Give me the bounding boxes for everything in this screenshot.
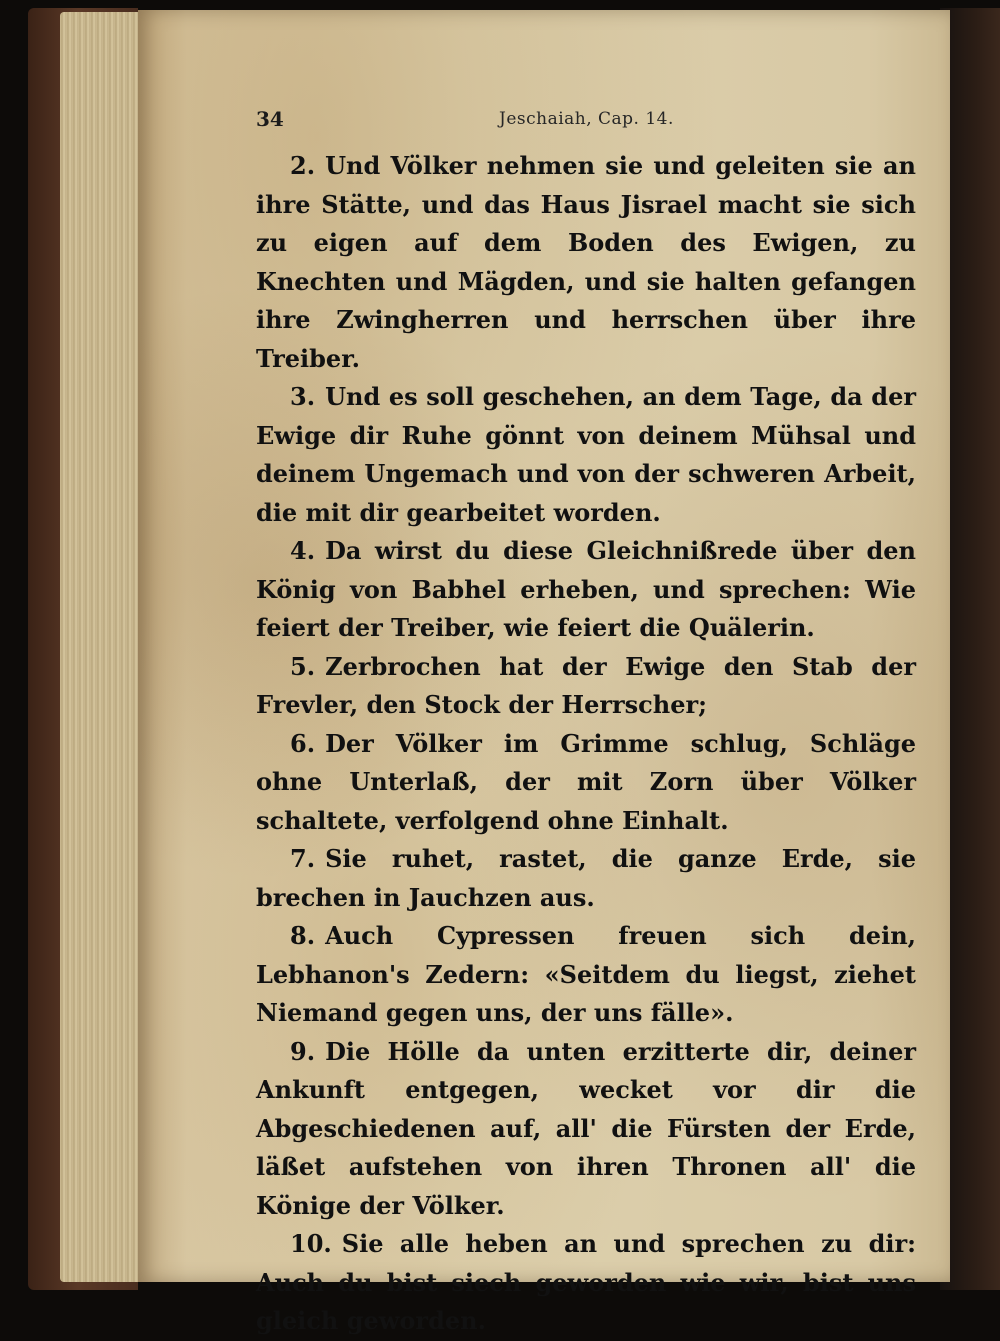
running-head: Jeschaiah, Cap. 14. [499,109,674,129]
verse-6 [256,725,916,841]
verse-text: Sie alle heben an und sprechen zu dir: Auch du bist siech geworden wie wir, bist uns gleich geworden. [256,1229,916,1335]
verse-number: 6. [290,728,316,758]
verse-number: 4. [290,536,316,565]
verse-10 [256,1225,916,1341]
page-header [256,107,816,137]
page-number: 34 [256,107,284,131]
verse-9 [256,1033,916,1226]
verse-8 [256,917,916,1033]
verse-text: Da wirst du diese Gleichnißrede über den König von Babhel erheben, und sprechen: Wie feiert der Treiber, wie feiert die Quälerin. [256,536,916,642]
verse-text-block [256,147,916,1341]
verse-number: 3. [290,382,316,411]
verse-number: 7. [290,844,316,873]
verse-number: 5. [290,651,316,681]
verse-2 [256,147,916,378]
verse-text: Die Hölle da unten erzitterte dir, deiner Ankunft entgegen, wecket vor dir die Abgeschiedenen auf, all' die Fürsten der Erde, läßet aufstehen von ihren Thronen all' die Könige der Völker. [256,1036,916,1220]
verse-text: Und Völker nehmen sie und geleiten sie an ihre Stätte, und das Haus Jisrael macht sie sich zu eigen auf dem Boden des Ewigen, zu Knechten und Mägden, und sie halten gefangen ihre Zwingherren und herrschen über ihre Treiber. [256,151,916,373]
verse-number: 9. [290,1036,316,1066]
verse-5 [256,648,916,725]
verse-4 [256,532,916,648]
verse-text: Auch Cypressen freuen sich dein, Lebhanon's Zedern: «Seitdem du liegst, ziehet Niemand gegen uns, der uns fälle». [256,921,916,1027]
verse-text: Der Völker im Grimme schlug, Schläge ohne Unterlaß, der mit Zorn über Völker schaltete, verfolgend ohne Einhalt. [256,728,916,835]
verse-number: 10. [290,1229,332,1258]
book-page [138,10,950,1335]
verse-3 [256,378,916,532]
verse-text: Sie ruhet, rastet, die ganze Erde, sie brechen in Jauchzen aus. [256,844,916,912]
verse-text: Zerbrochen hat der Ewige den Stab der Frevler, den Stock der Herrscher; [256,651,916,719]
verse-7 [256,840,916,917]
verse-number: 2. [290,151,316,180]
verse-text: Und es soll geschehen, an dem Tage, da der Ewige dir Ruhe gönnt von deinem Mühsal und deinem Ungemach und von der schweren Arbeit, die mit dir gearbeitet worden. [256,382,916,527]
verse-number: 8. [290,921,316,950]
